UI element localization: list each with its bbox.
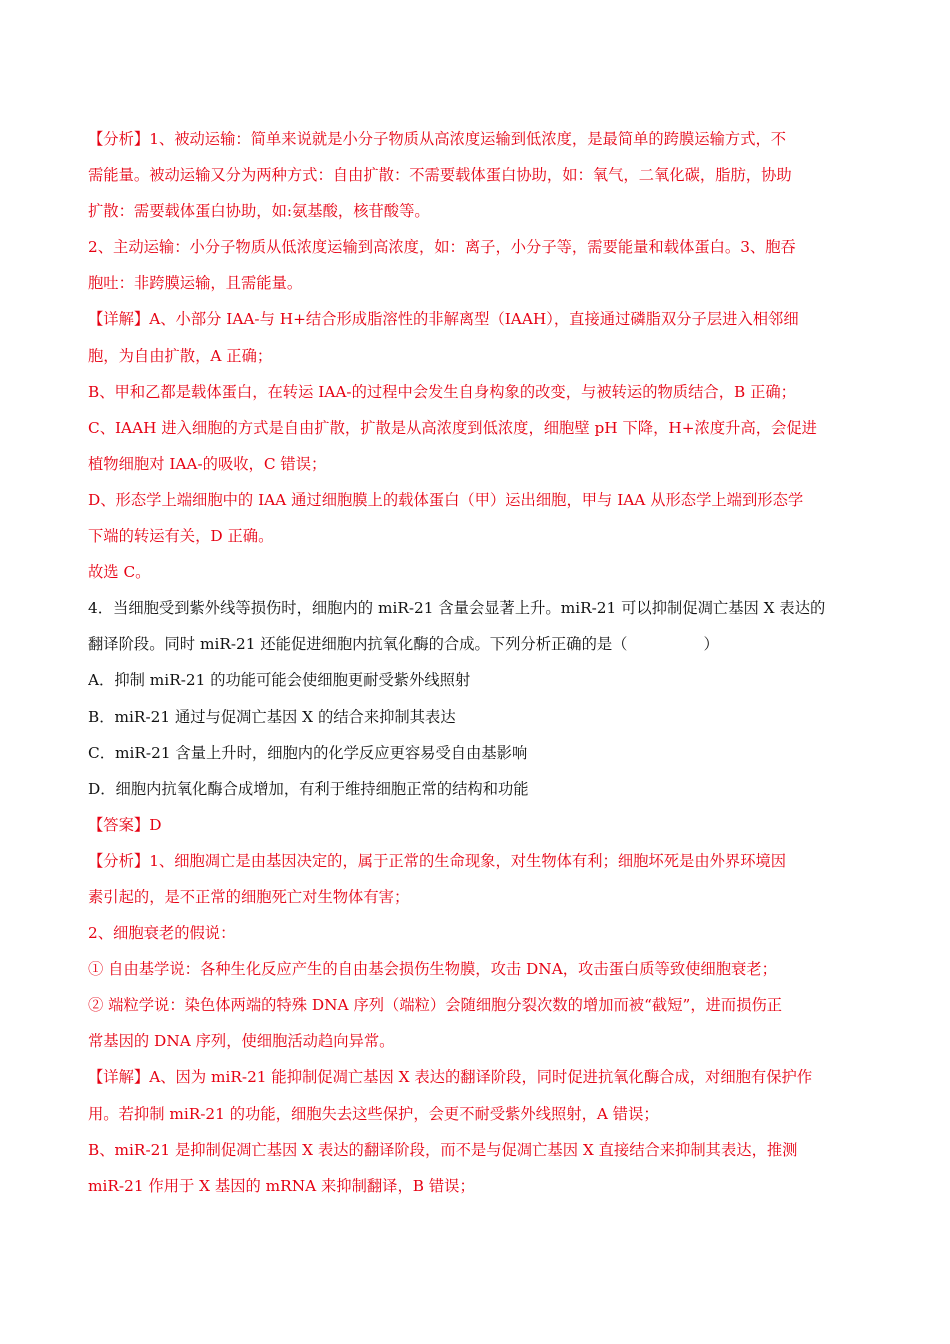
q3-analysis-line: 胞吐：非跨膜运输，且需能量。 — [88, 274, 303, 293]
q4-option-a: A．抑制 miR-21 的功能可能会使细胞更耐受紫外线照射 — [88, 671, 471, 690]
q3-analysis-line: 【分析】1、被动运输：简单来说就是小分子物质从高浓度运输到低浓度，是最简单的跨膜运输方式，不 — [88, 130, 787, 148]
q4-analysis-line: ① 自由基学说：各种生化反应产生的自由基会损伤生物膜，攻击 DNA，攻击蛋白质等致使细胞衰老； — [88, 960, 777, 979]
q3-detail-line: 下端的转运有关，D 正确。 — [88, 527, 274, 546]
q3-detail-line: 胞，为自由扩散，A 正确； — [88, 346, 273, 365]
q4-detail-line: 用。若抑制 miR-21 的功能，细胞失去这些保护，会更不耐受紫外线照射，A 错误； — [88, 1104, 659, 1123]
q4-detail-line: B、miR-21 是抑制促凋亡基因 X 表达的翻译阶段，而不是与促凋亡基因 X 直接结合来抑制其表达，推测 — [88, 1140, 798, 1159]
q3-analysis-line: 需能量。被动运输又分为两种方式：自由扩散：不需要载体蛋白协助，如：氧气，二氧化碳，脂肪，协助 — [88, 166, 792, 185]
q4-option-b: B．miR-21 通过与促凋亡基因 X 的结合来抑制其表达 — [88, 707, 456, 726]
q3-detail-line: C、IAAH 进入细胞的方式是自由扩散，扩散是从高浓度到低浓度，细胞壁 pH 下降，H+浓度升高，会促进 — [88, 418, 817, 437]
q4-option-d: D．细胞内抗氧化酶合成增加，有利于维持细胞正常的结构和功能 — [88, 779, 529, 798]
q4-detail-line: 【详解】A、因为 miR-21 能抑制促凋亡基因 X 表达的翻译阶段，同时促进抗氧化酶合成，对细胞有保护作 — [88, 1068, 813, 1087]
q3-detail-line: B、甲和乙都是载体蛋白，在转运 IAA-的过程中会发生自身构象的改变，与被转运的物质结合，B 正确； — [88, 382, 796, 401]
q4-option-c: C．miR-21 含量上升时，细胞内的化学反应更容易受自由基影响 — [88, 743, 528, 762]
q4-analysis-line: 【分析】1、细胞凋亡是由基因决定的，属于正常的生命现象，对生物体有利；细胞坏死是由外界环境因 — [88, 851, 787, 870]
q4-analysis-line: ② 端粒学说：染色体两端的特殊 DNA 序列（端粒）会随细胞分裂次数的增加而被“截短”，进而损伤正 — [88, 996, 783, 1015]
q3-detail-line: 植物细胞对 IAA-的吸收，C 错误； — [88, 454, 327, 473]
q4-stem-line — [88, 626, 862, 662]
q4-analysis-line: 素引起的，是不正常的细胞死亡对生物体有害； — [88, 887, 410, 906]
q4-analysis-line: 常基因的 DNA 序列，使细胞活动趋向异常。 — [88, 1032, 395, 1051]
q3-conclusion: 故选 C。 — [88, 563, 151, 582]
q3-analysis-line: 扩散：需要载体蛋白协助，如:氨基酸，核苷酸等。 — [88, 202, 430, 221]
q3-analysis-line: 2、主动运输：小分子物质从低浓度运输到高浓度，如：离子，小分子等，需要能量和载体蛋白。3、胞吞 — [88, 238, 796, 257]
q4-answer: 【答案】D — [88, 815, 162, 834]
q4-detail-line: miR-21 作用于 X 基因的 mRNA 来抑制翻译，B 错误； — [88, 1176, 475, 1195]
q4-stem-line: 4．当细胞受到紫外线等损伤时，细胞内的 miR-21 含量会显著上升。miR-21 可以抑制促凋亡基因 X 表达的 — [88, 599, 826, 618]
q3-detail-line: D、形态学上端细胞中的 IAA 通过细胞膜上的载体蛋白（甲）运出细胞，甲与 IAA 从形态学上端到形态学 — [88, 490, 804, 509]
q4-analysis-line: 2、细胞衰老的假说： — [88, 924, 236, 943]
q4-stem-close: ） — [703, 635, 719, 654]
page-content — [88, 121, 862, 1204]
q3-detail-line: 【详解】A、小部分 IAA-与 H+结合形成脂溶性的非解离型（IAAH），直接通过磷脂双分子层进入相邻细 — [88, 310, 799, 329]
q4-stem-text: 翻译阶段。同时 miR-21 还能促进细胞内抗氧化酶的合成。下列分析正确的是（ — [88, 635, 628, 654]
